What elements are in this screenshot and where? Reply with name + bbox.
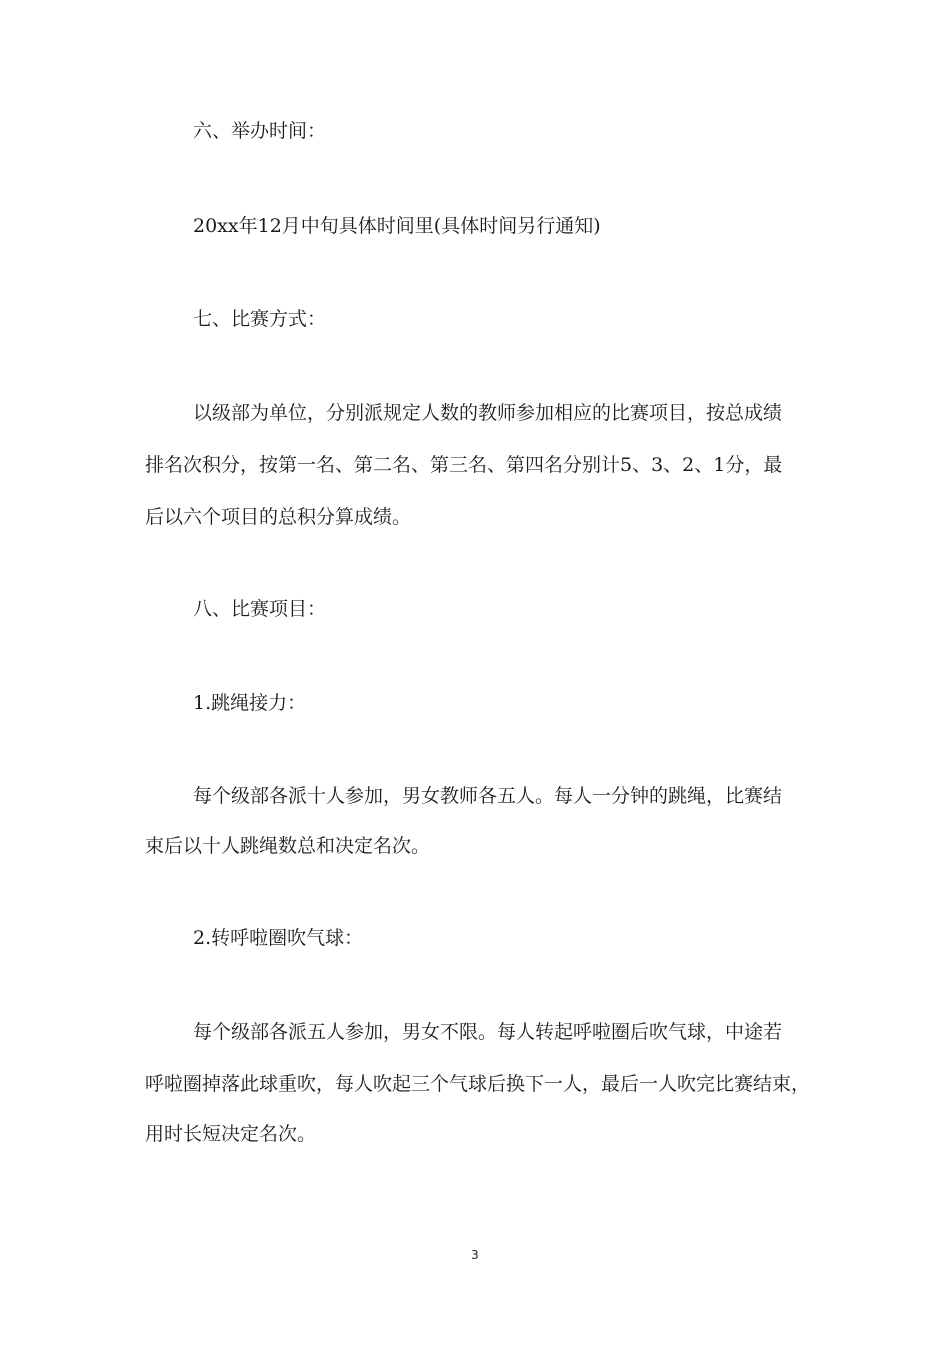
section-heading-format: 七、比赛方式： (193, 308, 327, 330)
event-2-paragraph-line-1: 每个级部各派五人参加，男女不限。每人转起呼啦圈后吹气球，中途若 (193, 1021, 783, 1043)
format-paragraph-line-2: 排名次积分，按第一名、第二名、第三名、第四名分别计5、3、2、1分，最 (145, 454, 783, 476)
page-number: 3 (471, 1248, 479, 1262)
format-paragraph-line-1: 以级部为单位，分别派规定人数的教师参加相应的比赛项目，按总成绩 (193, 402, 783, 424)
event-2-title: 2.转呼啦圈吹气球： (193, 927, 364, 949)
schedule-text: 20xx年12月中旬具体时间里(具体时间另行通知) (193, 215, 601, 237)
event-1-paragraph-line-1: 每个级部各派十人参加，男女教师各五人。每人一分钟的跳绳，比赛结 (193, 785, 783, 807)
event-2-paragraph-line-3: 用时长短决定名次。 (145, 1123, 317, 1145)
section-heading-schedule: 六、举办时间： (193, 120, 327, 142)
format-paragraph-line-3: 后以六个项目的总积分算成绩。 (145, 506, 412, 528)
section-heading-events: 八、比赛项目： (193, 598, 327, 620)
event-2-paragraph-line-2: 呼啦圈掉落此球重吹，每人吹起三个气球后换下一人，最后一人吹完比赛结束， (145, 1073, 811, 1095)
event-1-paragraph-line-2: 束后以十人跳绳数总和决定名次。 (145, 835, 431, 857)
event-1-title: 1.跳绳接力： (193, 692, 307, 714)
